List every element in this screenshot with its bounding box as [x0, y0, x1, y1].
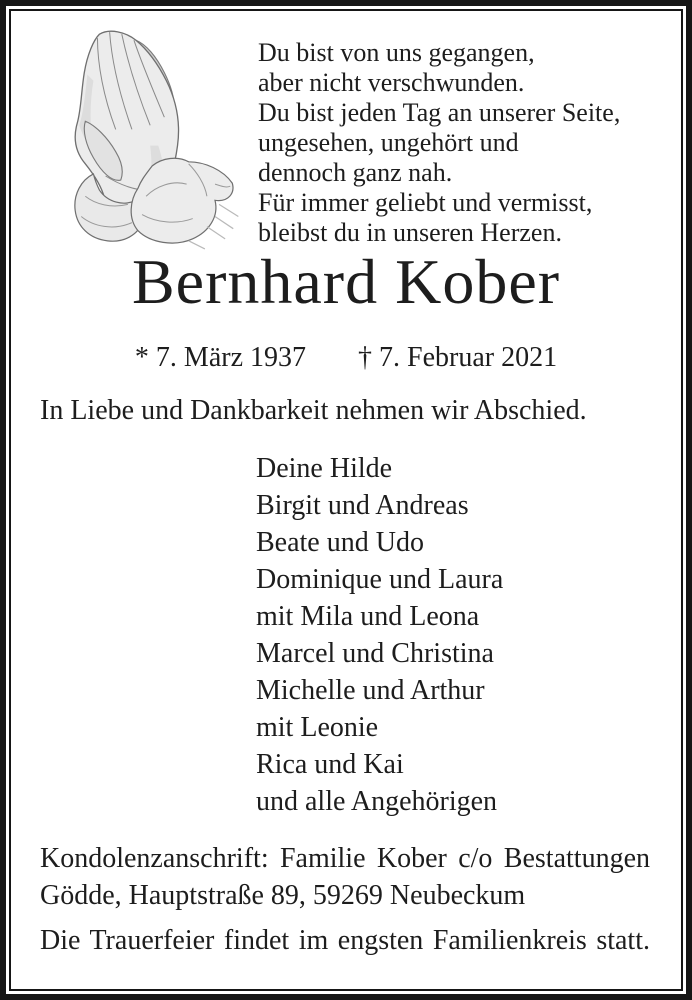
- poem-line: Für immer geliebt und vermisst,: [258, 188, 593, 217]
- mourner-line: Deine Hilde: [256, 453, 393, 484]
- funeral-note: Die Trauerfeier findet im engsten Familienkreis statt.: [40, 925, 650, 956]
- farewell-line: In Liebe und Dankbarkeit nehmen wir Abschied.: [40, 395, 587, 426]
- mourner-line: Dominique und Laura: [256, 564, 504, 595]
- mourner-line: mit Mila und Leona: [256, 601, 480, 632]
- condolence-address: [40, 840, 650, 914]
- mourner-line: und alle Angehörigen: [256, 786, 498, 817]
- condolence-line: Gödde, Hauptstraße 89, 59269 Neubeckum: [40, 880, 526, 911]
- poem-line: ungesehen, ungehört und: [258, 128, 519, 157]
- mourner-line: Beate und Udo: [256, 527, 424, 558]
- mourner-line: Birgit und Andreas: [256, 490, 469, 521]
- mourner-line: Michelle und Arthur: [256, 675, 485, 706]
- poem-line: aber nicht verschwunden.: [258, 68, 525, 97]
- death-date: † 7. Februar 2021: [358, 342, 558, 373]
- memorial-poem: [258, 38, 664, 248]
- condolence-line: Kondolenzanschrift: Familie Kober c/o Bestattungen: [40, 843, 650, 874]
- mourner-line: Marcel und Christina: [256, 638, 494, 669]
- poem-line: Du bist von uns gegangen,: [258, 38, 535, 67]
- life-dates: [0, 341, 692, 375]
- birth-date: * 7. März 1937: [134, 342, 306, 373]
- praying-hands-icon: [36, 24, 240, 252]
- poem-line: bleibst du in unseren Herzen.: [258, 218, 562, 247]
- mourners-list: [256, 450, 664, 820]
- mourner-line: Rica und Kai: [256, 749, 404, 780]
- poem-line: Du bist jeden Tag an unserer Seite,: [258, 98, 621, 127]
- mourner-line: mit Leonie: [256, 712, 379, 743]
- deceased-name: Bernhard Kober: [131, 246, 561, 317]
- poem-line: dennoch ganz nah.: [258, 158, 453, 187]
